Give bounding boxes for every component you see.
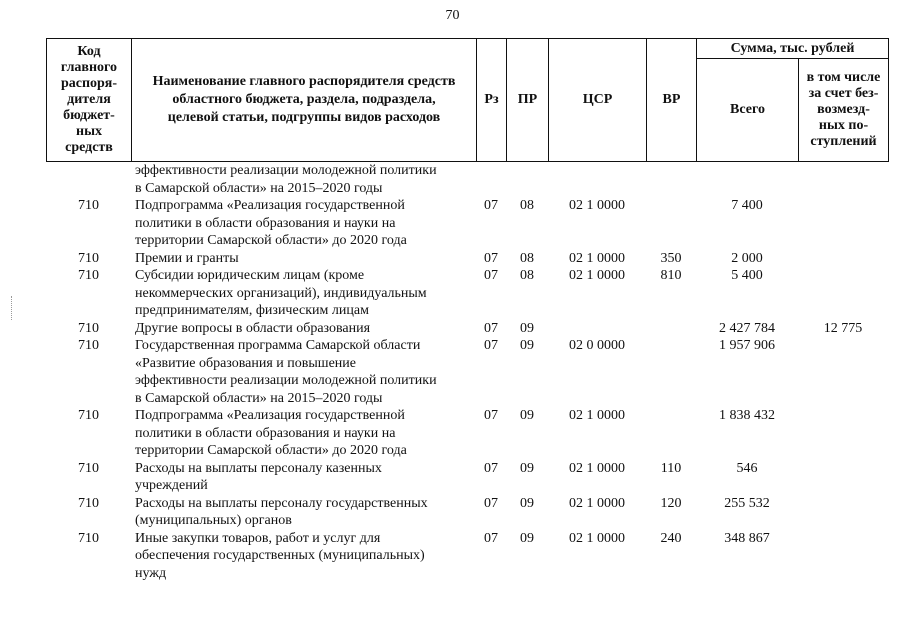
- cell-name-line: (муниципальных) органов: [135, 513, 292, 528]
- cell-name-line: «Развитие образования и повышение: [135, 355, 356, 371]
- table-row: [46, 337, 888, 407]
- cell-pr: 09: [520, 320, 534, 336]
- cell-code: 710: [78, 198, 99, 213]
- cell-total: 1 957 906: [719, 338, 775, 353]
- cell-code: 710: [78, 460, 99, 476]
- cell-csr: 02 1 0000: [569, 268, 625, 283]
- header-grant: в том числе за счет без- возмезд- ных по- ступлений: [799, 59, 889, 162]
- cell-name: [131, 407, 476, 460]
- cell-name-line: политики в области образования и науки на: [135, 425, 396, 441]
- table-row: [46, 250, 888, 268]
- cell-name-line: эффективности реализации молодежной политики: [135, 163, 437, 178]
- cell-name: [131, 495, 476, 530]
- cell-pr: 09: [520, 495, 534, 511]
- cell-pr: 09: [520, 338, 534, 353]
- header-vr: ВР: [647, 39, 697, 162]
- cell-grant: 12 775: [823, 320, 863, 336]
- cell-name: [131, 267, 476, 320]
- cell-rz: 07: [484, 338, 498, 353]
- cell-pr: 09: [520, 408, 534, 423]
- table-row: [46, 530, 888, 583]
- cell-name: [131, 530, 476, 583]
- cell-pr: 08: [520, 268, 534, 283]
- cell-csr: 02 1 0000: [569, 198, 625, 213]
- cell-name-line: политики в области образования и науки на: [135, 215, 396, 231]
- table-row: [46, 197, 888, 250]
- table-row: [46, 495, 888, 530]
- cell-csr: 02 1 0000: [569, 408, 625, 423]
- cell-total: 546: [736, 460, 758, 476]
- cell-name-line: предпринимателям, физическим лицам: [135, 303, 369, 318]
- cell-name-line: Премии и гранты: [135, 250, 239, 266]
- header-total: Всего: [697, 59, 799, 162]
- cell-name-line: Государственная программа Самарской области: [135, 338, 421, 353]
- cell-pr: 08: [520, 198, 534, 213]
- cell-total: 2 000: [731, 250, 763, 266]
- cell-rz: 07: [484, 268, 498, 283]
- cell-code: 710: [78, 250, 99, 266]
- table-row: [46, 162, 888, 197]
- table-row: [46, 460, 888, 495]
- cell-name-line: некоммерческих организаций), индивидуальным: [135, 285, 427, 301]
- cell-name-line: эффективности реализации молодежной политики: [135, 373, 437, 388]
- cell-name-line: Расходы на выплаты персоналу государственных: [135, 495, 428, 511]
- cell-name-line: Подпрограмма «Реализация государственной: [135, 408, 405, 423]
- cell-csr: 02 0 0000: [569, 338, 625, 353]
- cell-name-line: территории Самарской области» до 2020 года: [135, 443, 407, 458]
- cell-name: [131, 162, 476, 197]
- header-pr: ПР: [507, 39, 549, 162]
- cell-vr: 110: [660, 460, 682, 476]
- cell-name-line: Субсидии юридическим лицам (кроме: [135, 268, 365, 283]
- table-row: [46, 267, 888, 320]
- cell-name-line: территории Самарской области» до 2020 года: [135, 233, 407, 248]
- cell-csr: 02 1 0000: [569, 495, 625, 511]
- cell-code: 710: [78, 268, 99, 283]
- cell-name: [131, 460, 476, 495]
- cell-name-line: Расходы на выплаты персоналу казенных: [135, 460, 382, 476]
- cell-csr: 02 1 0000: [569, 460, 625, 476]
- cell-code: 710: [78, 320, 99, 336]
- cell-name-line: учреждений: [135, 478, 208, 493]
- cell-code: 710: [78, 338, 99, 353]
- cell-name: [131, 250, 476, 268]
- cell-pr: 08: [520, 250, 534, 266]
- page-number: 70: [445, 8, 460, 23]
- header-code: Код главного распоря- дителя бюджет- ных средств: [47, 39, 132, 162]
- cell-name-line: нужд: [135, 565, 167, 581]
- cell-code: 710: [78, 495, 99, 511]
- cell-name-line: обеспечения государственных (муниципальных): [135, 548, 425, 563]
- table-body: [46, 162, 888, 582]
- cell-vr: 120: [660, 495, 682, 511]
- cell-name-line: в Самарской области» на 2015–2020 годы: [135, 390, 383, 406]
- cell-pr: 09: [520, 530, 534, 546]
- header-name: Наименование главного распорядителя средств областного бюджета, раздела, подраздела, целевой статьи, подгруппы видов расходов: [132, 39, 477, 162]
- cell-total: 348 867: [724, 530, 770, 546]
- cell-rz: 07: [484, 250, 498, 266]
- cell-name: [131, 320, 476, 338]
- cell-name-line: Иные закупки товаров, работ и услуг для: [135, 530, 381, 546]
- table-row: [46, 407, 888, 460]
- cell-code: 710: [78, 530, 99, 546]
- cell-rz: 07: [484, 408, 498, 423]
- cell-total: 7 400: [731, 198, 763, 213]
- cell-rz: 07: [484, 495, 498, 511]
- cell-code: 710: [78, 408, 99, 423]
- cell-total: 1 838 432: [719, 408, 775, 423]
- header-csr: ЦСР: [549, 39, 647, 162]
- cell-csr: 02 1 0000: [569, 250, 625, 266]
- cell-total: 5 400: [731, 268, 763, 283]
- cell-vr: 240: [660, 530, 682, 546]
- cell-vr: 810: [660, 268, 682, 283]
- cell-name-line: Подпрограмма «Реализация государственной: [135, 198, 405, 213]
- cell-name-line: Другие вопросы в области образования: [135, 320, 371, 336]
- cell-name: [131, 337, 476, 407]
- scan-artifact: [11, 296, 15, 320]
- header-rz: Рз: [477, 39, 507, 162]
- cell-pr: 09: [520, 460, 534, 476]
- cell-rz: 07: [484, 530, 498, 546]
- header-sum: Сумма, тыс. рублей: [697, 39, 889, 59]
- cell-csr: 02 1 0000: [569, 530, 625, 546]
- cell-rz: 07: [484, 460, 498, 476]
- cell-total: 2 427 784: [719, 320, 775, 336]
- cell-vr: 350: [660, 250, 682, 266]
- cell-name-line: в Самарской области» на 2015–2020 годы: [135, 180, 383, 196]
- cell-rz: 07: [484, 320, 498, 336]
- cell-total: 255 532: [724, 495, 770, 511]
- table-row: [46, 320, 888, 338]
- cell-rz: 07: [484, 198, 498, 213]
- cell-name: [131, 197, 476, 250]
- table-header: [46, 38, 889, 162]
